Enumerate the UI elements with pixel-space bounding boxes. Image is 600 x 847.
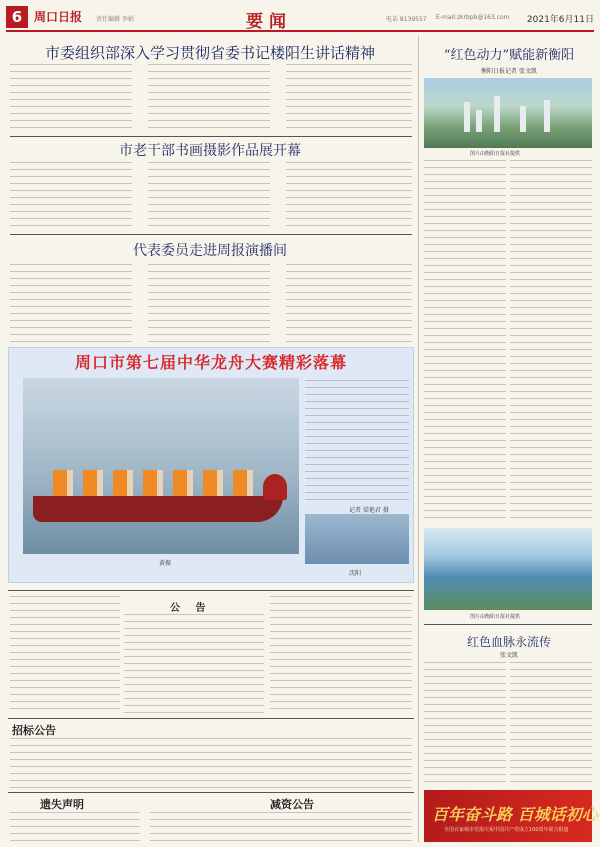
building-graphic <box>464 102 470 132</box>
email-meta: E-mail:zkrbpb@163.com <box>436 14 510 21</box>
boat-graphic <box>33 496 283 522</box>
dragon-boat-photo <box>23 378 299 554</box>
right-body-col-2 <box>510 160 592 522</box>
right-headline-2: 红色血脉永流传 <box>466 635 551 649</box>
capital-reduction-title: 减资公告 <box>270 798 314 811</box>
divider <box>10 234 412 235</box>
right-body2-col-1 <box>424 662 506 784</box>
divider <box>8 718 414 719</box>
article-1-headline: 市委组织部深入学习贯彻省委书记楼阳生讲话精神 <box>44 44 375 62</box>
divider <box>424 624 592 625</box>
article-1-col-2 <box>148 64 270 134</box>
column-divider <box>418 36 419 842</box>
paper-logo: 周口日报 <box>34 10 83 24</box>
dragon-head-graphic <box>263 474 287 500</box>
lost-notice-title: 遗失声明 <box>40 798 84 811</box>
secondary-photo <box>305 514 409 564</box>
city-skyline-photo <box>424 78 592 148</box>
article-2-col-1 <box>10 162 132 232</box>
right-headline: “红色动力”赋能新衡阳 <box>443 48 575 63</box>
capital-reduction-body <box>150 812 412 842</box>
poster-subtitle: 全国百家城市党报庆祝中国共产党成立100周年联合报道 <box>444 827 569 833</box>
anniversary-poster <box>424 790 598 842</box>
article-2-col-3 <box>286 162 412 232</box>
issue-date: 2021年6月11日 <box>526 15 594 25</box>
article-3-col-3 <box>286 264 412 342</box>
article-3-col-1 <box>10 264 132 342</box>
building-graphic <box>494 96 500 132</box>
notice-col-2 <box>124 614 264 714</box>
tender-title: 招标公告 <box>12 724 56 737</box>
right-byline: 衡阳日报记者 张文凯 <box>481 68 537 75</box>
section-title: 要闻 <box>246 12 292 32</box>
masthead <box>6 4 594 32</box>
photo-2-caption: 图片由衡阳日报社提供 <box>470 614 521 620</box>
photo-caption: 黄振 <box>159 560 172 567</box>
tender-body <box>10 738 412 788</box>
article-3-headline: 代表委员走进周报演播间 <box>133 243 287 259</box>
feature-headline: 周口市第七届中华龙舟大赛精彩落幕 <box>74 353 347 372</box>
article-2-headline: 市老干部书画摄影作品展开幕 <box>119 143 301 159</box>
feature-body <box>305 380 409 502</box>
photo-1-caption: 图片由衡阳日报社提供 <box>470 151 521 157</box>
dragon-boat-feature <box>8 347 414 583</box>
divider <box>8 590 414 591</box>
notice-col-3 <box>270 596 412 714</box>
building-graphic <box>544 100 550 132</box>
divider <box>10 136 412 137</box>
right-body2-col-2 <box>510 662 592 784</box>
secondary-photo-caption: 沈阳 <box>349 570 362 577</box>
article-3-col-2 <box>148 264 270 342</box>
article-1-col-3 <box>286 64 412 134</box>
article-1-col-1 <box>10 64 132 134</box>
poster-slogan: 百年奋斗路 百城话初心 <box>432 805 598 824</box>
article-2-col-2 <box>148 162 270 232</box>
editor-meta: 责任编辑 李娟 <box>96 16 134 23</box>
divider <box>8 792 414 793</box>
page-number: 6 <box>6 6 28 28</box>
building-graphic <box>520 106 526 132</box>
announcement-title: 公 告 <box>170 603 212 614</box>
photo-credit: 记者 梁艳君 摄 <box>349 507 389 514</box>
contact-meta: 电话 8139557 <box>386 16 427 23</box>
notice-col-1 <box>10 596 120 714</box>
lost-notice-body <box>10 812 140 842</box>
river-city-photo <box>424 528 592 610</box>
right-byline-2: 张文凯 <box>499 652 518 659</box>
building-graphic <box>476 110 482 132</box>
right-body-col-1 <box>424 160 506 522</box>
